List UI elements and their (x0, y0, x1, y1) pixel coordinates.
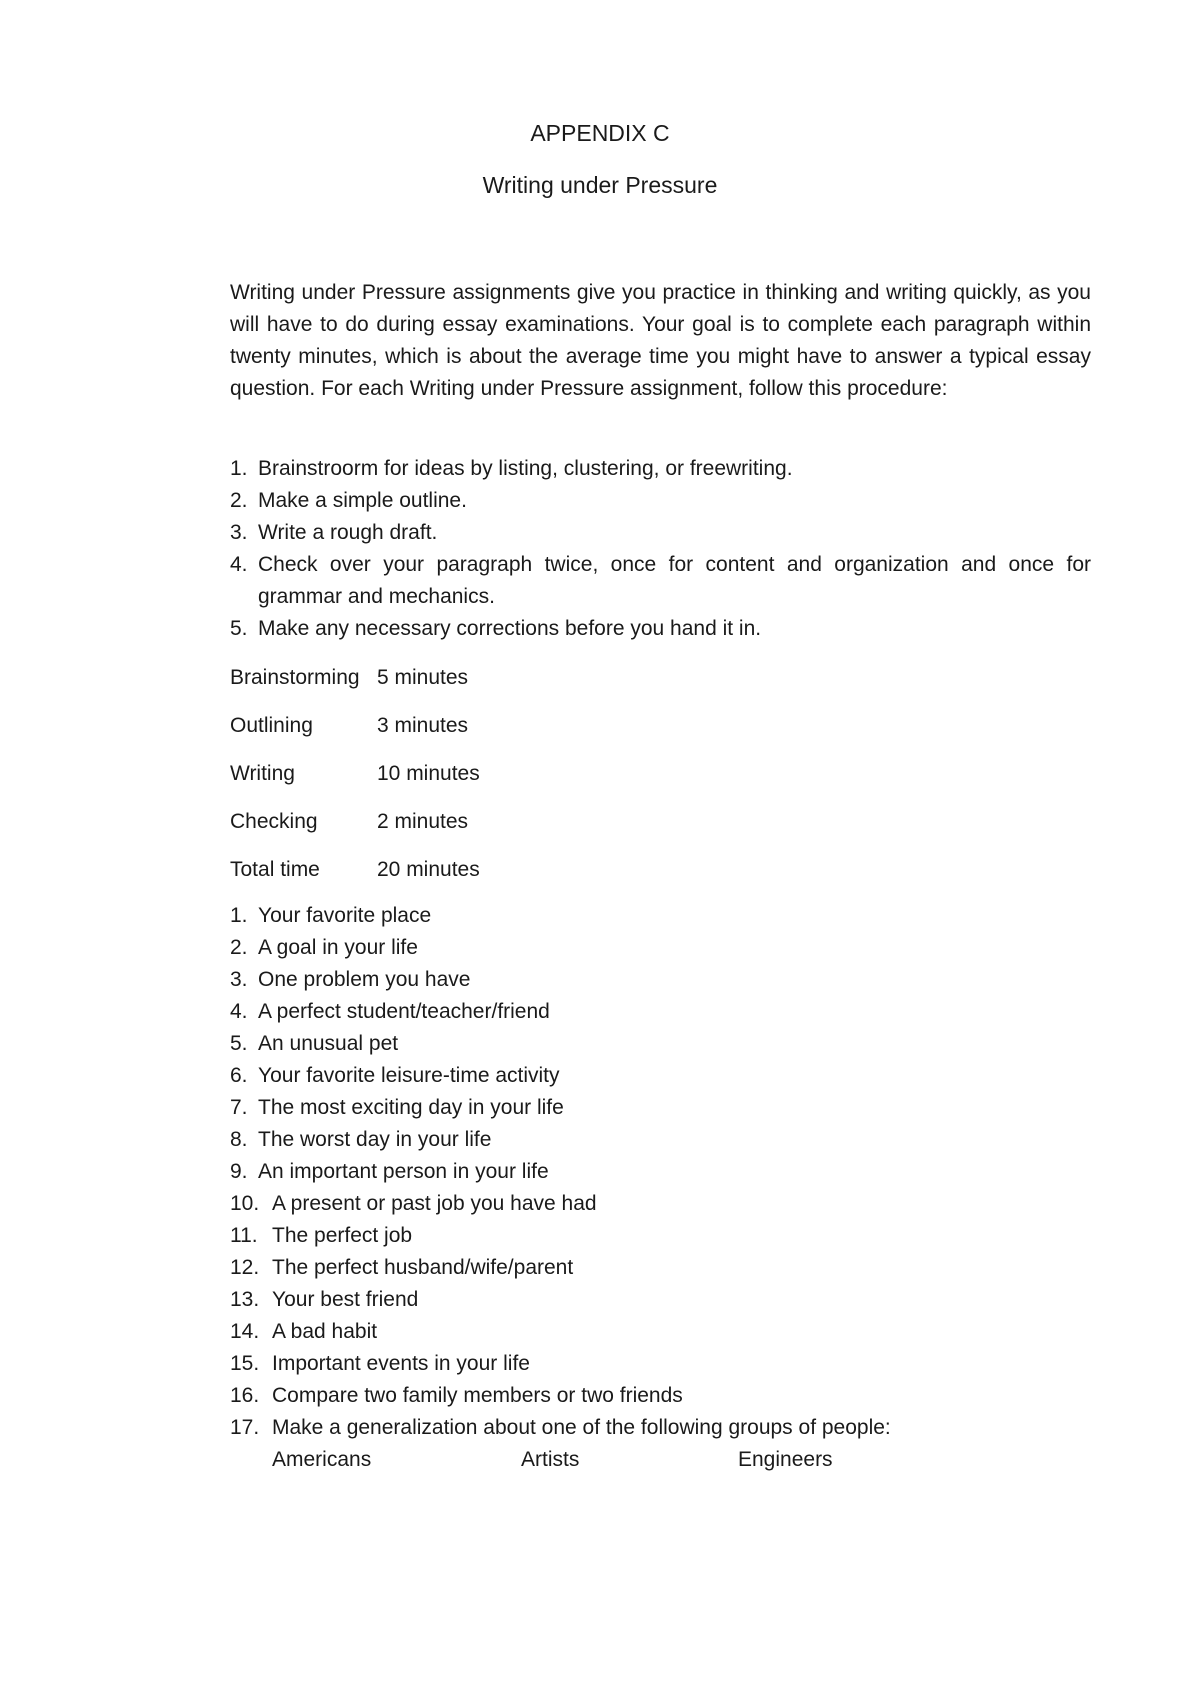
topic-item (230, 1284, 1091, 1316)
procedure-step (230, 485, 1091, 517)
topic-item (230, 1060, 1091, 1092)
intro-paragraph: Writing under Pressure assignments give you practice in thinking and writing quickly, as you will have to do during essay examinations. Your goal is to complete each paragraph within twenty minutes, which is about the average time you might have to answer a typical essay question. For each Writing under Pressure assignment, follow this procedure: (230, 281, 1091, 400)
topic-text: The perfect husband/wife/parent (272, 1256, 574, 1279)
topic-text: Important events in your life (272, 1352, 530, 1375)
topic-number: 10. (230, 1192, 260, 1215)
schedule-value: 2 minutes (377, 810, 469, 833)
group-option: Artists (521, 1448, 580, 1471)
topic-text: An important person in your life (258, 1160, 549, 1183)
schedule-row-total (230, 855, 630, 885)
topic-item (230, 1220, 1091, 1252)
topic-item (230, 1124, 1091, 1156)
step-number: 2. (230, 489, 248, 512)
schedule-value: 3 minutes (377, 714, 469, 737)
schedule-row-outlining (230, 711, 630, 741)
topic-number: 11. (230, 1224, 258, 1247)
topic-text: Your favorite leisure-time activity (258, 1064, 560, 1087)
topic-text: The worst day in your life (258, 1128, 492, 1151)
topic-text: One problem you have (258, 968, 471, 991)
step-text: Make any necessary corrections before you hand it in. (258, 617, 762, 640)
topic-text: Your favorite place (258, 904, 432, 927)
topic-text: A bad habit (272, 1320, 378, 1343)
topic-number: 13. (230, 1288, 260, 1311)
schedule-label: Checking (230, 810, 318, 833)
topic-item (230, 1188, 1091, 1220)
step-text: Check over your paragraph twice, once for content and organization and once for grammar and mechanics. (258, 553, 1091, 608)
topic-number: 4. (230, 1000, 248, 1023)
procedure-list (230, 453, 1091, 645)
step-number: 3. (230, 521, 248, 544)
schedule-row-checking (230, 807, 630, 837)
procedure-step (230, 453, 1091, 485)
page-title: Writing under Pressure (482, 172, 718, 198)
topic-number: 7. (230, 1096, 248, 1119)
topic-number: 12. (230, 1256, 260, 1279)
group-option: Americans (272, 1448, 372, 1471)
step-text: Make a simple outline. (258, 489, 467, 512)
topic-number: 5. (230, 1032, 248, 1055)
topic-list (230, 900, 1091, 1476)
topic-text: The perfect job (272, 1224, 413, 1247)
topic-text: Your best friend (272, 1288, 419, 1311)
schedule-row-writing (230, 759, 630, 789)
procedure-step (230, 613, 1091, 645)
schedule-value: 5 minutes (377, 666, 469, 689)
topic-item (230, 1380, 1091, 1412)
schedule-value: 20 minutes (377, 858, 480, 881)
topic-item (230, 1348, 1091, 1380)
topic-item (230, 1316, 1091, 1348)
schedule-row-brainstorming (230, 663, 630, 693)
step-number: 5. (230, 617, 248, 640)
topic-item (230, 932, 1091, 964)
topic-item (230, 900, 1091, 932)
topic-number: 3. (230, 968, 248, 991)
topic-text: A perfect student/teacher/friend (258, 1000, 550, 1023)
topic-item (230, 964, 1091, 996)
schedule-value: 10 minutes (377, 762, 480, 785)
topic-item (230, 996, 1091, 1028)
topic-number: 1. (230, 904, 248, 927)
people-groups (272, 1444, 1091, 1476)
topic-text: An unusual pet (258, 1032, 399, 1055)
step-text: Write a rough draft. (258, 521, 438, 544)
topic-number: 2. (230, 936, 248, 959)
schedule-label: Outlining (230, 714, 313, 737)
topic-text: A present or past job you have had (272, 1192, 597, 1215)
topic-number: 17. (230, 1416, 260, 1439)
topic-number: 6. (230, 1064, 248, 1087)
topic-number: 16. (230, 1384, 260, 1407)
schedule-label: Writing (230, 762, 295, 785)
group-option: Engineers (738, 1448, 833, 1471)
topic-number: 9. (230, 1160, 248, 1183)
topic-text: Make a generalization about one of the following groups of people: (272, 1416, 891, 1439)
topic-text: A goal in your life (258, 936, 418, 959)
topic-item (230, 1028, 1091, 1060)
topic-text: The most exciting day in your life (258, 1096, 564, 1119)
topic-item (230, 1156, 1091, 1188)
topic-text: Compare two family members or two friends (272, 1384, 683, 1407)
step-number: 1. (230, 457, 248, 480)
topic-number: 15. (230, 1352, 260, 1375)
topic-item (230, 1252, 1091, 1284)
step-text: Brainstroorm for ideas by listing, clustering, or freewriting. (258, 457, 793, 480)
schedule-label: Total time (230, 858, 320, 881)
procedure-step (230, 517, 1091, 549)
topic-item (230, 1412, 1091, 1476)
schedule-label: Brainstorming (230, 666, 360, 689)
topic-number: 14. (230, 1320, 260, 1343)
step-number: 4. (230, 553, 248, 576)
appendix-label: APPENDIX C (530, 120, 670, 146)
procedure-step (230, 549, 1091, 613)
topic-number: 8. (230, 1128, 248, 1151)
topic-item (230, 1092, 1091, 1124)
